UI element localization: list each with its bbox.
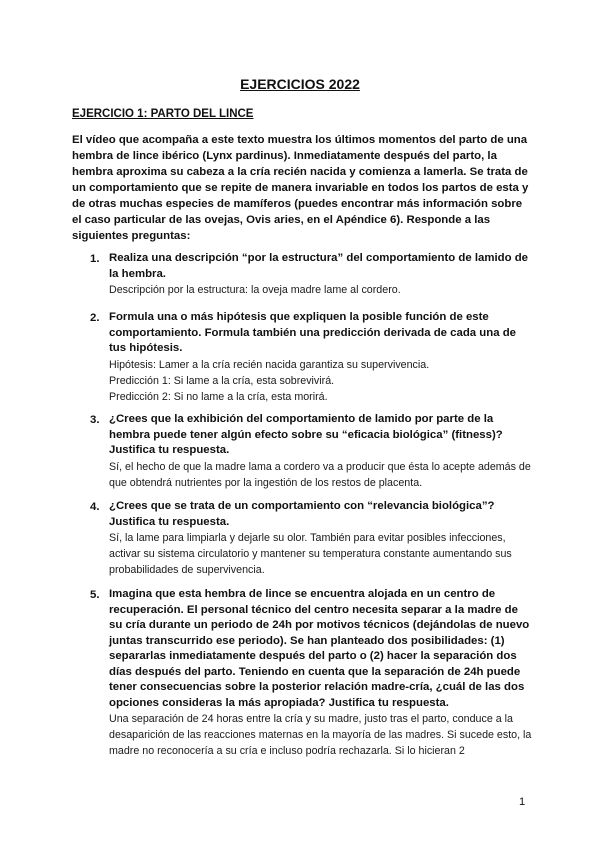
- answer-line: Predicción 1: Si lame a la cría, esta sobrevivirá.: [109, 374, 335, 387]
- question-item: [72, 412, 534, 491]
- question-text: ¿Crees que la exhibición del comportamiento de lamido por parte de la hembra puede tener algún efecto sobre su “eficacia biológica” (fitness)? Justifica tu respuesta.: [109, 413, 503, 456]
- question-item: [72, 251, 534, 298]
- document-title: EJERCICIOS 2022: [240, 76, 360, 92]
- page-number: 1: [519, 796, 526, 808]
- answer-line: Sí, el hecho de que la madre lama a cordero va a producir que ésta lo acepte además de que obtendrá nutrientes por la ingestión de los restos de placenta.: [109, 460, 531, 489]
- question-number: 2.: [90, 312, 100, 324]
- answer-line: Descripción por la estructura: la oveja madre lame al cordero.: [109, 284, 401, 296]
- intro-paragraph: El vídeo que acompaña a este texto muestra los últimos momentos del parto de una hembra de lince ibérico (Lynx pardinus). Inmediatamente después del parto, la hembra aproxima su cabeza a la cría recién nacida y comienza a lamerla. Se trata de un comportamiento que se repite de manera invariable en todos los partos de esta y de otras muchas especies de mamíferos (puedes encontrar más información sobre el caso particular de las ovejas, Ovis aries, en el Apéndice 6). Responde a las siguientes preguntas:: [72, 134, 529, 242]
- answer-line: Hipótesis: Lamer a la cría recién nacida garantiza su supervivencia.: [109, 358, 430, 371]
- question-number: 5.: [90, 589, 100, 601]
- question-item: [72, 310, 534, 405]
- question-text: ¿Crees que se trata de un comportamiento con “relevancia biológica”? Justifica tu respuesta.: [109, 500, 495, 528]
- question-text: Imagina que esta hembra de lince se encuentra alojada en un centro de recuperación. El personal técnico del centro necesita separar a la madre de su cría durante un periodo de 24h por motivos técnicos (dejándolas de nuevo juntas transcurrido ese periodo). Se han planteado dos posibilidades: (1) separarlas inmediatamente después del parto o (2) hacer la separación dos días después del parto. Teniendo en cuenta que la separación de 24h puede tener consecuencias sobre la posterior relación madre-cría, ¿cuál de las dos opciones consideras la más apropiada? Justifica tu respuesta.: [109, 588, 530, 709]
- question-number: 3.: [90, 414, 100, 426]
- question-number: 4.: [90, 501, 100, 513]
- question-number: 1.: [90, 253, 100, 265]
- question-item: [72, 499, 534, 578]
- question-text: Formula una o más hipótesis que expliquen la posible función de este comportamiento. Formula también una predicción derivada de cada una de tus hipótesis.: [109, 311, 516, 354]
- exercise-title: EJERCICIO 1: PARTO DEL LINCE: [72, 108, 254, 120]
- answer-line: Sí, la lame para limpiarla y dejarle su olor. También para evitar posibles infecciones, activar su sistema circulatorio y mantener su temperatura constante aumentando sus probabilidades de supervivencia.: [109, 532, 512, 576]
- answer-line: Una separación de 24 horas entre la cría y su madre, justo tras el parto, conduce a la desaparición de las reacciones maternas en la mayoría de las madres. Si sucede esto, la madre no reconocería a su cría e incluso podría rechazarla. Si lo hicieran 2: [109, 713, 532, 757]
- answer-line: Predicción 2: Si no lame a la cría, esta morirá.: [109, 390, 328, 403]
- question-text: Realiza una descripción “por la estructura” del comportamiento de lamido de la hembra.: [109, 252, 529, 280]
- question-item: [72, 587, 534, 759]
